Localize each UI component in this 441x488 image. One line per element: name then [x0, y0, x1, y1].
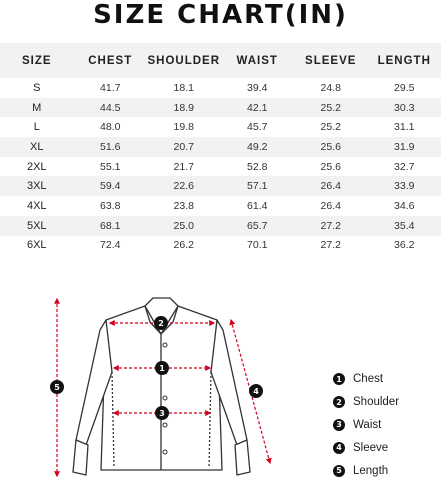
legend-label: Length [353, 464, 389, 477]
marker-waist [155, 406, 169, 420]
legend-label: Chest [353, 373, 384, 386]
chest-cell: 55.1 [74, 157, 148, 177]
size-cell: 5XL [0, 216, 74, 236]
svg-text:2: 2 [158, 319, 164, 328]
waist-cell: 57.1 [221, 176, 295, 196]
legend-number-badge: 5 [333, 465, 345, 477]
chest-cell: 68.1 [74, 216, 148, 236]
size-chart-table [0, 43, 441, 255]
sleeve-cell: 25.6 [294, 137, 368, 157]
length-cell: 30.3 [368, 98, 441, 118]
length-cell: 32.7 [368, 157, 441, 177]
sleeve-cell: 25.2 [294, 117, 368, 137]
shoulder-cell: 26.2 [147, 236, 221, 256]
column-header-size: SIZE [0, 43, 74, 78]
sleeve-cell: 25.2 [294, 98, 368, 118]
legend-number-badge: 3 [333, 419, 345, 431]
table-row [0, 98, 441, 118]
length-cell: 33.9 [368, 176, 441, 196]
legend-item-sleeve [333, 436, 399, 459]
chest-cell: 51.6 [74, 137, 148, 157]
table-row [0, 196, 441, 216]
marker-chest [155, 361, 169, 375]
length-cell: 29.5 [368, 78, 441, 98]
table-row [0, 117, 441, 137]
chest-cell: 59.4 [74, 176, 148, 196]
column-header-length: LENGTH [368, 43, 441, 78]
size-cell: L [0, 117, 74, 137]
chest-cell: 63.8 [74, 196, 148, 216]
shoulder-cell: 21.7 [147, 157, 221, 177]
shoulder-cell: 19.8 [147, 117, 221, 137]
sleeve-cell: 26.4 [294, 196, 368, 216]
legend-item-waist [333, 414, 399, 437]
sleeve-cell: 25.6 [294, 157, 368, 177]
sleeve-cell: 27.2 [294, 236, 368, 256]
waist-cell: 39.4 [221, 78, 295, 98]
size-cell: S [0, 78, 74, 98]
shoulder-cell: 20.7 [147, 137, 221, 157]
size-cell: 6XL [0, 236, 74, 256]
sleeve-cell: 24.8 [294, 78, 368, 98]
table-row [0, 78, 441, 98]
svg-text:4: 4 [253, 387, 259, 396]
legend-item-length [333, 459, 399, 482]
chest-cell: 72.4 [74, 236, 148, 256]
length-cell: 31.9 [368, 137, 441, 157]
shoulder-cell: 18.9 [147, 98, 221, 118]
column-header-waist: WAIST [221, 43, 295, 78]
shoulder-cell: 22.6 [147, 176, 221, 196]
svg-text:1: 1 [159, 364, 165, 373]
waist-cell: 49.2 [221, 137, 295, 157]
column-header-chest: CHEST [74, 43, 148, 78]
sleeve-cell: 27.2 [294, 216, 368, 236]
waist-cell: 65.7 [221, 216, 295, 236]
legend-label: Sleeve [353, 441, 389, 454]
length-cell: 35.4 [368, 216, 441, 236]
shoulder-cell: 18.1 [147, 78, 221, 98]
waist-cell: 61.4 [221, 196, 295, 216]
chest-cell: 41.7 [74, 78, 148, 98]
legend-number-badge: 4 [333, 442, 345, 454]
length-cell: 34.6 [368, 196, 441, 216]
svg-text:3: 3 [159, 409, 165, 418]
size-cell: XL [0, 137, 74, 157]
waist-cell: 52.8 [221, 157, 295, 177]
shoulder-cell: 23.8 [147, 196, 221, 216]
shoulder-cell: 25.0 [147, 216, 221, 236]
size-cell: 3XL [0, 176, 74, 196]
column-header-shoulder: SHOULDER [147, 43, 221, 78]
marker-sleeve [249, 384, 263, 398]
waist-cell: 42.1 [221, 98, 295, 118]
table-body [0, 78, 441, 255]
table-row [0, 176, 441, 196]
chest-cell: 44.5 [74, 98, 148, 118]
marker-length [50, 380, 64, 394]
waist-cell: 45.7 [221, 117, 295, 137]
table-row [0, 236, 441, 256]
page-title: SIZE CHART(IN) [93, 0, 348, 30]
size-cell: 4XL [0, 196, 74, 216]
size-cell: M [0, 98, 74, 118]
column-header-sleeve: SLEEVE [294, 43, 368, 78]
table-row [0, 137, 441, 157]
table-header-row [0, 43, 441, 78]
table-row [0, 157, 441, 177]
legend-item-shoulder [333, 391, 399, 414]
svg-text:5: 5 [54, 383, 60, 392]
sleeve-cell: 26.4 [294, 176, 368, 196]
measurement-legend [333, 368, 399, 482]
length-cell: 36.2 [368, 236, 441, 256]
legend-label: Waist [353, 418, 382, 431]
legend-item-chest [333, 368, 399, 391]
legend-label: Shoulder [353, 396, 400, 409]
size-cell: 2XL [0, 157, 74, 177]
length-cell: 31.1 [368, 117, 441, 137]
legend-number-badge: 2 [333, 396, 345, 408]
legend-number-badge: 1 [333, 373, 345, 385]
marker-shoulder [154, 316, 168, 330]
table-row [0, 216, 441, 236]
chest-cell: 48.0 [74, 117, 148, 137]
waist-cell: 70.1 [221, 236, 295, 256]
